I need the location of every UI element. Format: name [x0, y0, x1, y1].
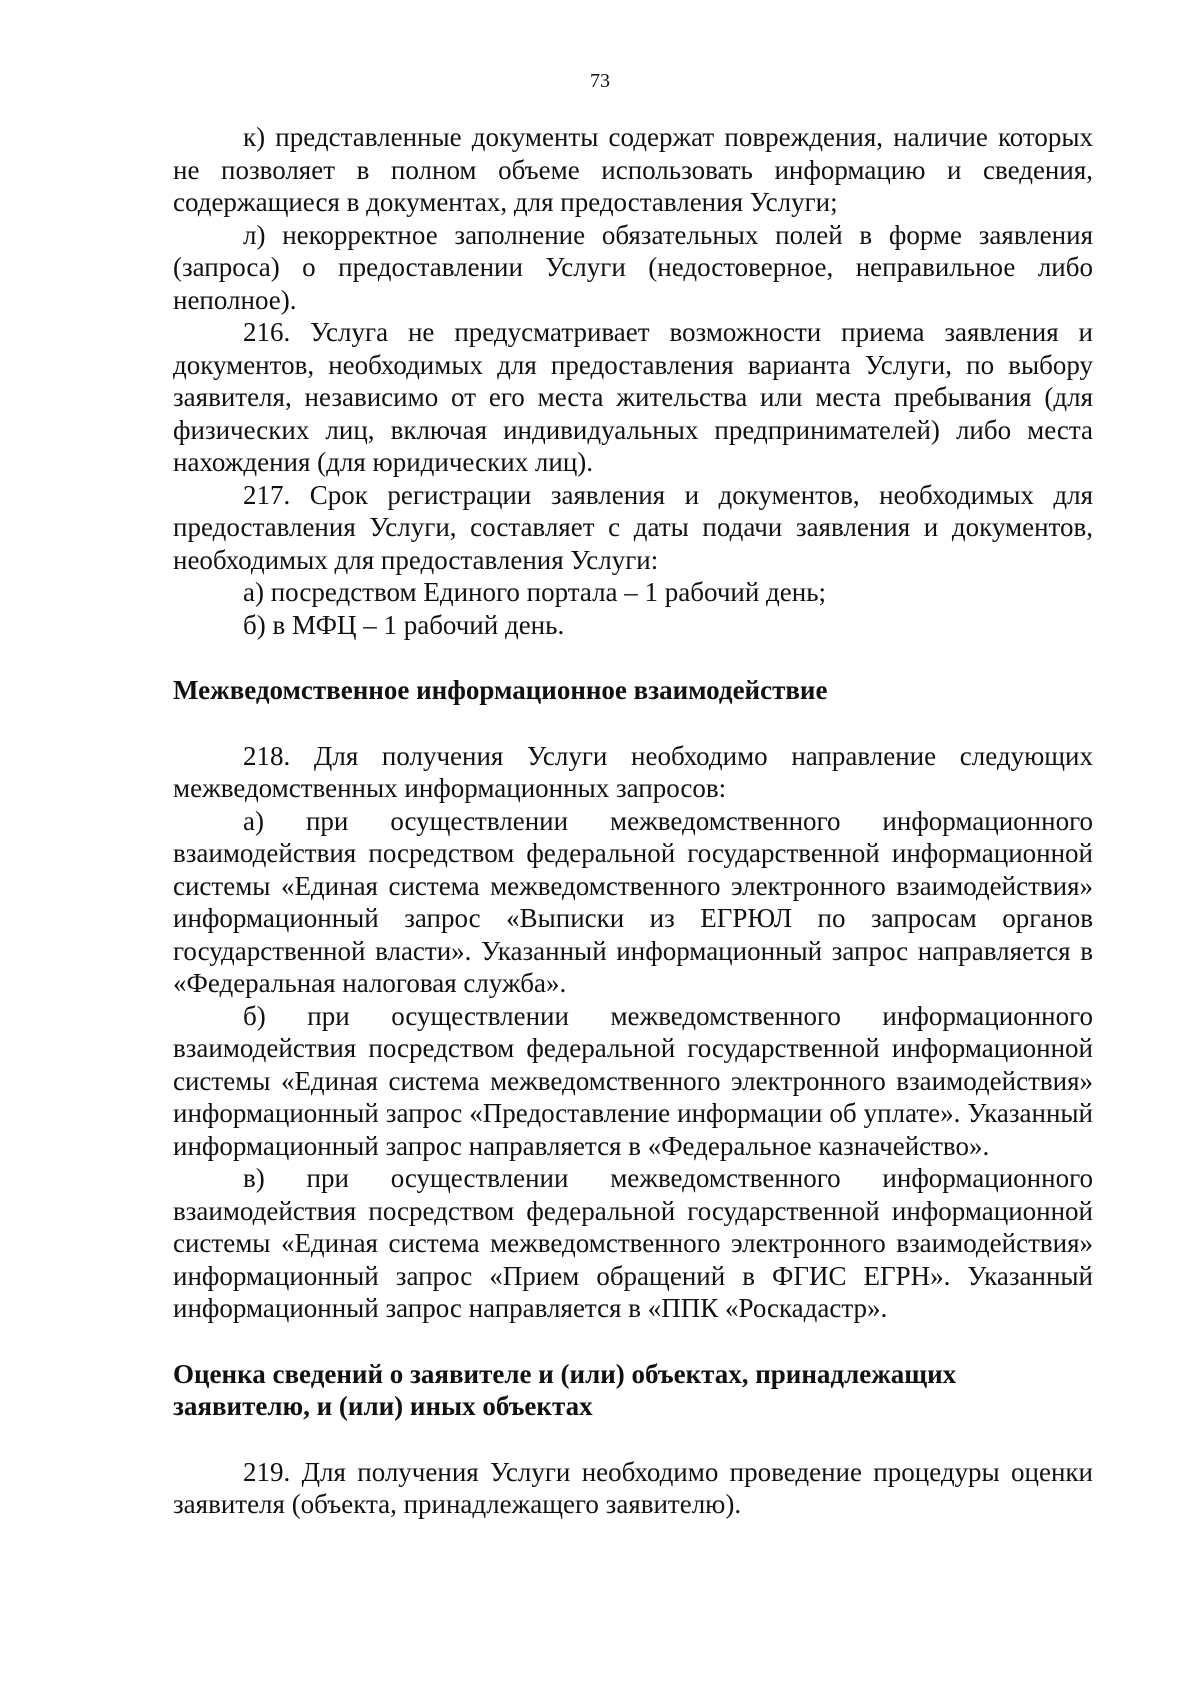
- paragraph-218-v: в) при осуществлении межведомственного информационного взаимодействия посредством федеральной государственной информационной системы «Единая система межведомственного электронного взаимодействия» информационный запрос «Прием обращений в ФГИС ЕГРН». Указанный информационный запрос направляется в «ППК «Роскадастр».: [173, 1163, 1093, 1323]
- page-number: 73: [590, 70, 610, 92]
- section-heading-assessment-line-2: заявителю, и (или) иных объектах: [173, 1391, 593, 1421]
- section-heading-assessment: [173, 1358, 1093, 1423]
- paragraph-l: л) некорректное заполнение обязательных полей в форме заявления (запроса) о предоставлении Услуги (недостоверное, неправильное либо неполное).: [173, 219, 1093, 315]
- paragraph-219: 219. Для получения Услуги необходимо проведение процедуры оценки заявителя (объекта, принадлежащего заявителю).: [173, 1456, 1093, 1519]
- paragraph-218-a: а) при осуществлении межведомственного информационного взаимодействия посредством федеральной государственной информационной системы «Единая система межведомственного электронного взаимодействия» информационный запрос «Выписки из ЕГРЮЛ по запросам органов государственной власти». Указанный информационный запрос направляется в «Федеральная налоговая служба».: [173, 805, 1093, 998]
- section-heading-assessment-line-1: Оценка сведений о заявителе и (или) объектах, принадлежащих: [173, 1358, 957, 1389]
- section-heading-interagency: Межведомственное информационное взаимодействие: [173, 675, 828, 705]
- paragraph-216: 216. Услуга не предусматривает возможности приема заявления и документов, необходимых для предоставления варианта Услуги, по выбору заявителя, независимо от его места жительства или места пребывания (для физических лиц, включая индивидуальных предпринимателей) либо места нахождения (для юридических лиц).: [173, 317, 1093, 477]
- paragraph-218: 218. Для получения Услуги необходимо направление следующих межведомственных информационных запросов:: [173, 740, 1093, 803]
- paragraph-217-a: а) посредством Единого портала – 1 рабочий день;: [243, 577, 827, 607]
- paragraph-217: 217. Срок регистрации заявления и документов, необходимых для предоставления Услуги, составляет с даты подачи заявления и документов, необходимых для предоставления Услуги:: [173, 479, 1093, 575]
- paragraph-217-b: б) в МФЦ – 1 рабочий день.: [243, 609, 565, 640]
- paragraph-218-b: б) при осуществлении межведомственного информационного взаимодействия посредством федеральной государственной информационной системы «Единая система межведомственного электронного взаимодействия» информационный запрос «Предоставление информации об уплате». Указанный информационный запрос направляется в «Федеральное казначейство».: [173, 1000, 1093, 1161]
- page-content: [173, 121, 1093, 1521]
- paragraph-k: к) представленные документы содержат повреждения, наличие которых не позволяет в полном объеме использовать информацию и сведения, содержащиеся в документах, для предоставления Услуги;: [173, 122, 1093, 217]
